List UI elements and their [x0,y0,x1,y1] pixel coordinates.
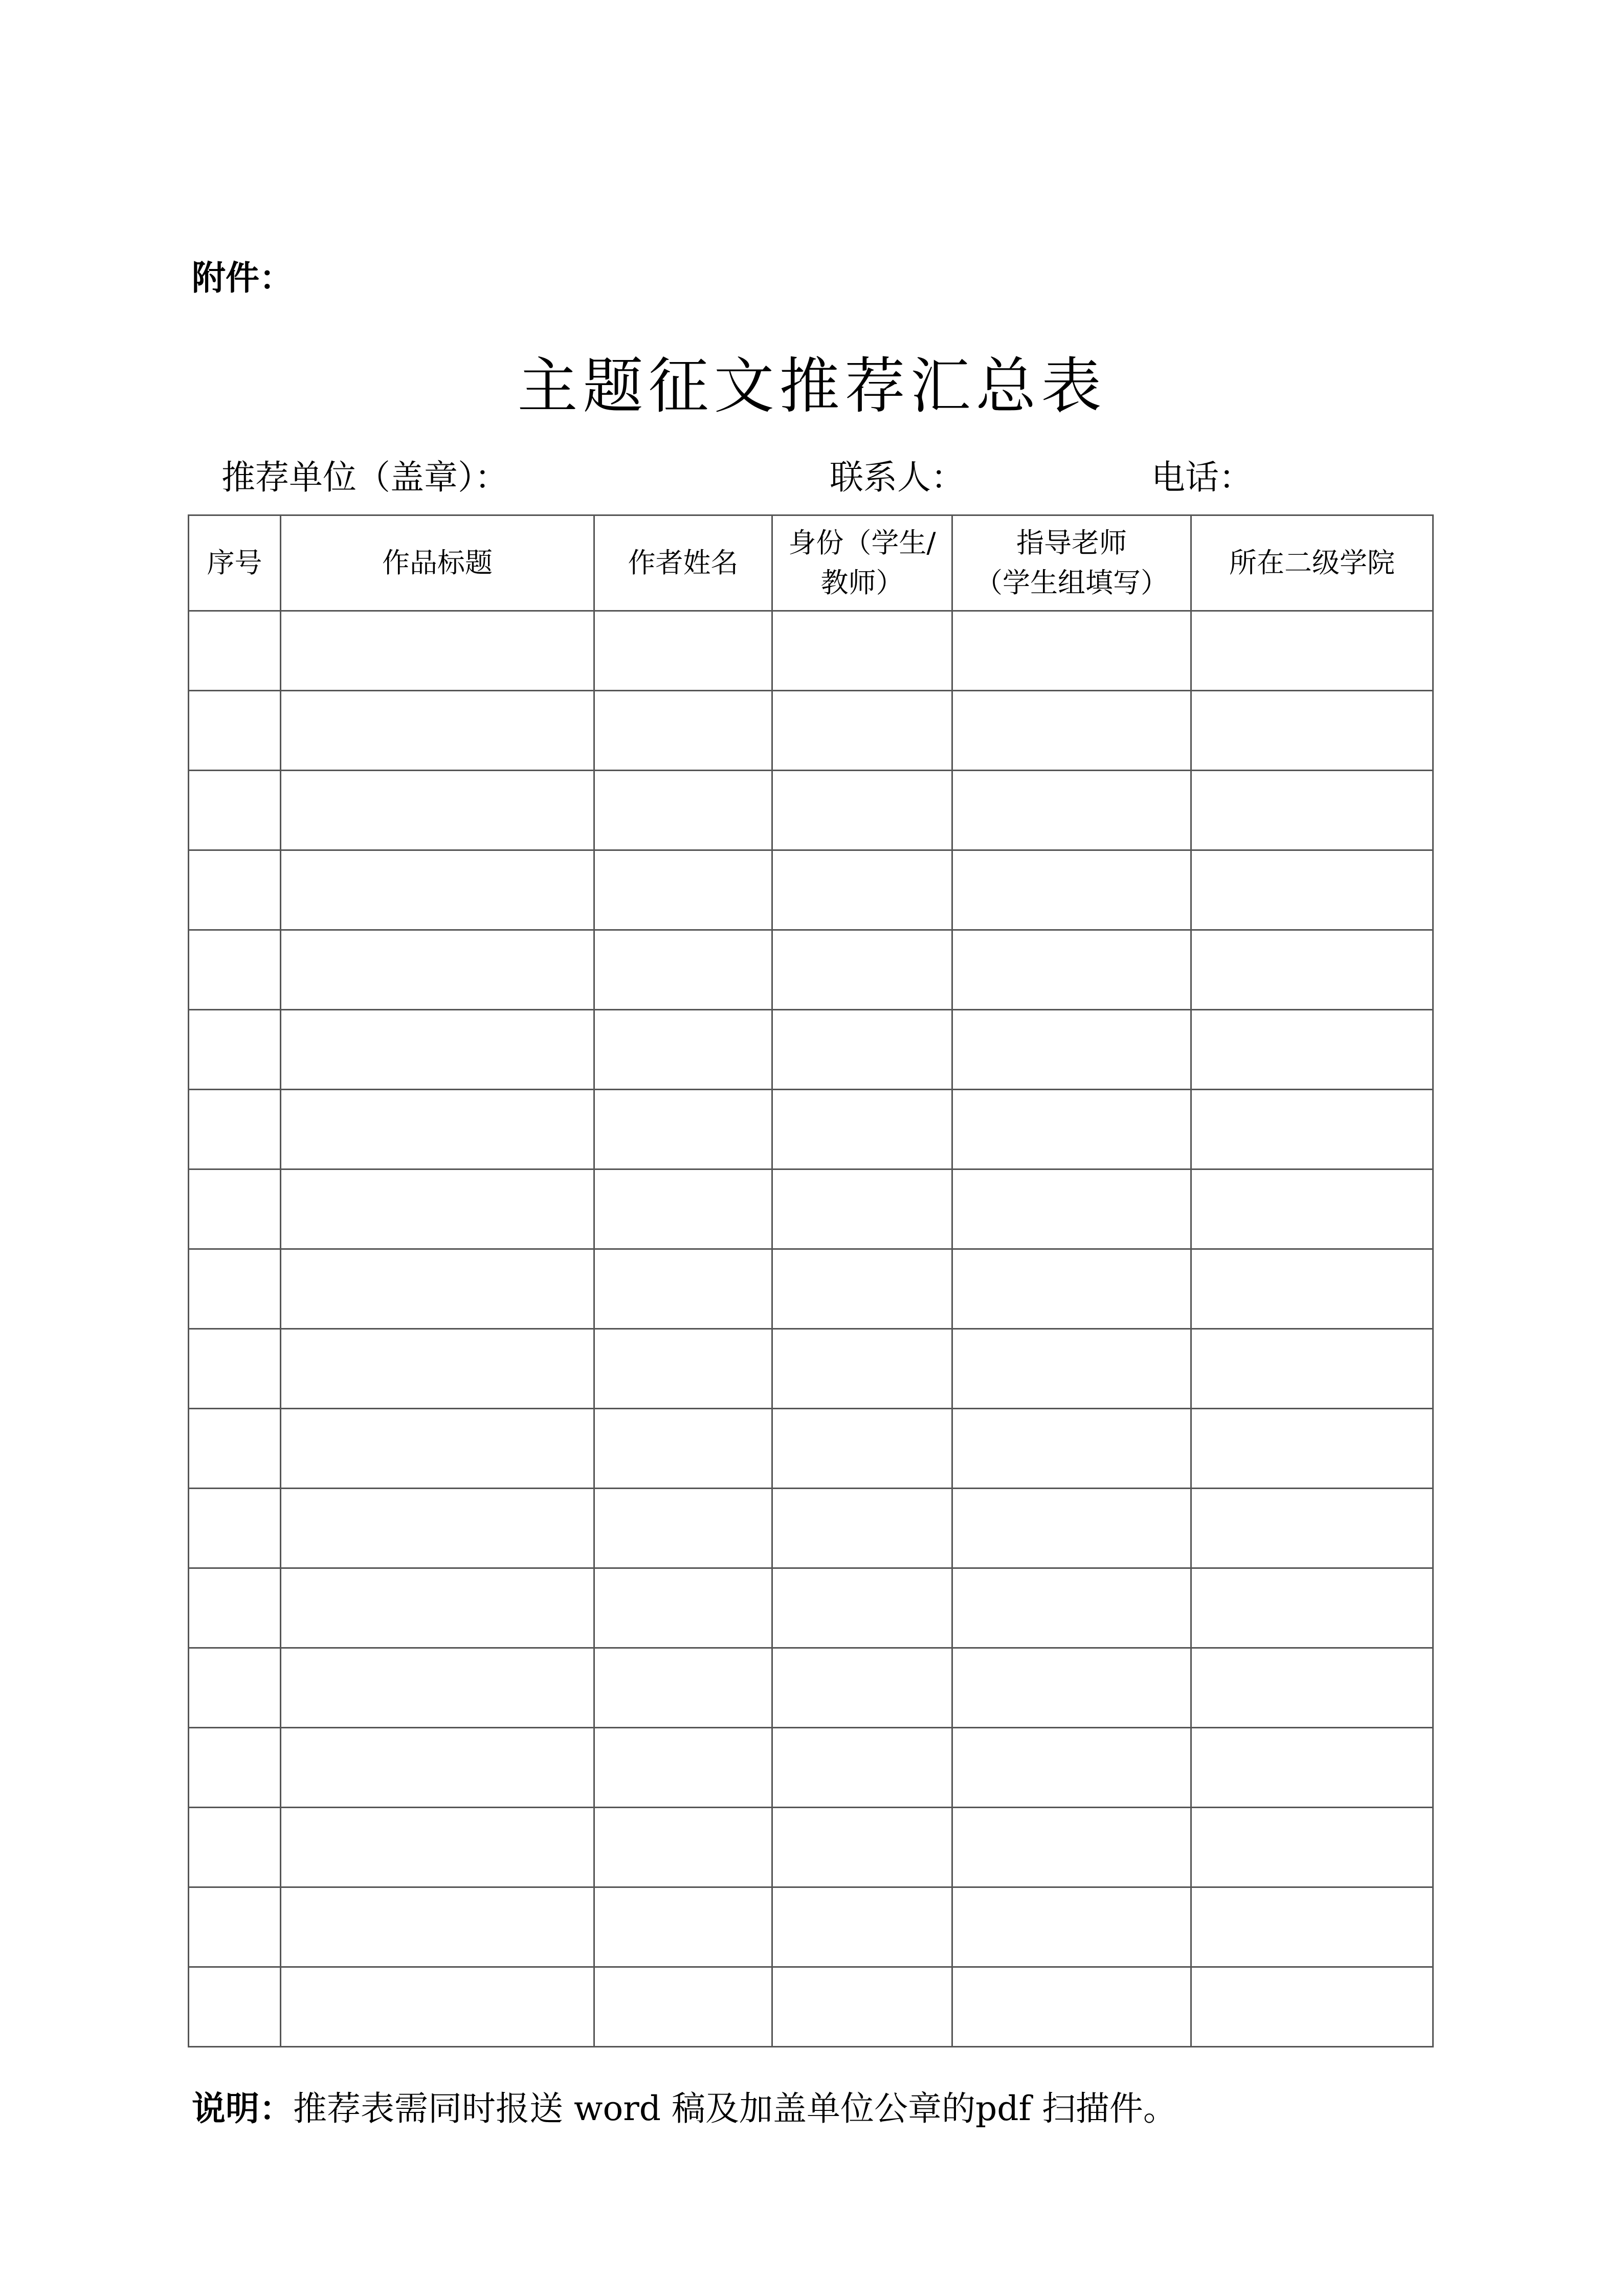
table-cell[interactable] [772,771,952,850]
table-cell[interactable] [594,1090,772,1169]
table-row [189,1090,1433,1169]
table-row [189,1409,1433,1489]
table-cell[interactable] [952,611,1191,691]
table-cell[interactable] [772,1568,952,1648]
table-cell[interactable] [952,1808,1191,1887]
table-cell[interactable] [594,1648,772,1728]
contact-person-label: 联系人： [830,458,965,497]
header-college: 所在二级学院 [1191,515,1433,611]
table-cell[interactable] [1191,1090,1433,1169]
table-cell[interactable] [189,1887,281,1967]
table-cell[interactable] [952,691,1191,771]
table-cell[interactable] [594,1967,772,2047]
table-cell[interactable] [1191,1169,1433,1249]
table-cell[interactable] [1191,1489,1433,1568]
table-cell[interactable] [772,1409,952,1489]
table-cell[interactable] [189,771,281,850]
table-cell[interactable] [772,1090,952,1169]
table-cell[interactable] [281,1409,594,1489]
table-cell[interactable] [281,1249,594,1329]
table-cell[interactable] [772,1887,952,1967]
table-cell[interactable] [594,1249,772,1329]
note [192,2081,1177,2130]
table-cell[interactable] [772,1489,952,1568]
table-cell[interactable] [952,1648,1191,1728]
table-cell[interactable] [1191,1568,1433,1648]
table-cell[interactable] [952,1090,1191,1169]
table-cell[interactable] [594,1329,772,1409]
table-header-row [189,515,1433,611]
table-cell[interactable] [189,850,281,930]
table-cell[interactable] [189,1648,281,1728]
table-row [189,1329,1433,1409]
table-cell[interactable] [594,1808,772,1887]
table-row [189,1568,1433,1648]
table-cell[interactable] [281,611,594,691]
table-cell[interactable] [281,1329,594,1409]
table-cell[interactable] [952,1249,1191,1329]
table-row [189,930,1433,1010]
table-cell[interactable] [952,1329,1191,1409]
table-cell[interactable] [1191,611,1433,691]
table-cell[interactable] [1191,1409,1433,1489]
table-cell[interactable] [189,1409,281,1489]
table-cell[interactable] [772,1728,952,1808]
table-cell[interactable] [594,1409,772,1489]
table-row [189,850,1433,930]
table-cell[interactable] [952,1728,1191,1808]
table-cell[interactable] [1191,850,1433,930]
table-row [189,611,1433,691]
table-cell[interactable] [594,930,772,1010]
table-cell[interactable] [1191,771,1433,850]
table-cell[interactable] [189,930,281,1010]
table-cell[interactable] [952,1489,1191,1568]
recommending-unit-label: 推荐单位（盖章）： [221,458,508,497]
table-cell[interactable] [952,771,1191,850]
table-cell[interactable] [594,1169,772,1249]
table-row [189,1648,1433,1728]
table-cell[interactable] [772,1967,952,2047]
table-cell[interactable] [281,1648,594,1728]
table-row [189,1808,1433,1887]
table-cell[interactable] [189,1090,281,1169]
table-row [189,1010,1433,1090]
table-cell[interactable] [772,1249,952,1329]
table-row [189,1489,1433,1568]
table-cell[interactable] [281,1808,594,1887]
table-row [189,691,1433,771]
table-cell[interactable] [281,1887,594,1967]
table-cell[interactable] [594,691,772,771]
phone-label: 电话： [1151,458,1253,497]
table-cell[interactable] [772,611,952,691]
table-cell[interactable] [281,1967,594,2047]
table-cell[interactable] [594,1728,772,1808]
table-cell[interactable] [281,850,594,930]
table-cell[interactable] [189,1967,281,2047]
table-row [189,1887,1433,1967]
table-cell[interactable] [594,850,772,930]
header-work-title: 作品标题 [281,515,594,611]
table-cell[interactable] [1191,691,1433,771]
table-cell[interactable] [952,1409,1191,1489]
header-index: 序号 [189,515,281,611]
table-cell[interactable] [772,1010,952,1090]
table-cell[interactable] [281,1090,594,1169]
table-cell[interactable] [594,1489,772,1568]
table-cell[interactable] [1191,1249,1433,1329]
table-cell[interactable] [189,1249,281,1329]
table-cell[interactable] [189,1010,281,1090]
table-row [189,1728,1433,1808]
table-cell[interactable] [772,1808,952,1887]
table-cell[interactable] [281,1489,594,1568]
table-cell[interactable] [594,1010,772,1090]
table-cell[interactable] [1191,1728,1433,1808]
table-row [189,1169,1433,1249]
note-label: 说明： [192,2089,293,2128]
table-cell[interactable] [1191,1329,1433,1409]
attachment-label: 附件： [192,258,293,298]
table-cell[interactable] [281,930,594,1010]
table-cell[interactable] [594,1887,772,1967]
table-cell[interactable] [1191,1887,1433,1967]
page-title: 主题征文推荐汇总表 [517,351,1107,421]
table-cell[interactable] [594,771,772,850]
table-cell[interactable] [772,850,952,930]
table-cell[interactable] [189,1808,281,1887]
table-cell[interactable] [1191,1010,1433,1090]
table-cell[interactable] [1191,930,1433,1010]
table-cell[interactable] [1191,1967,1433,2047]
table-cell[interactable] [281,1568,594,1648]
table-cell[interactable] [1191,1808,1433,1887]
table-cell[interactable] [189,1568,281,1648]
table-cell[interactable] [952,1887,1191,1967]
table-cell[interactable] [952,1010,1191,1090]
table-cell[interactable] [1191,1648,1433,1728]
table-cell[interactable] [189,1169,281,1249]
table-cell[interactable] [952,1169,1191,1249]
table-cell[interactable] [772,1169,952,1249]
table-cell[interactable] [189,1728,281,1808]
header-author-name: 作者姓名 [594,515,772,611]
table-cell[interactable] [952,850,1191,930]
summary-table [188,514,1434,2047]
table-cell[interactable] [281,771,594,850]
table-cell[interactable] [772,1329,952,1409]
table-cell[interactable] [189,1329,281,1409]
header-identity: 身份（学生/ 教师） [772,515,952,611]
table-cell[interactable] [772,691,952,771]
table-cell[interactable] [952,1967,1191,2047]
table-row [189,1249,1433,1329]
table-cell[interactable] [594,1568,772,1648]
table-cell[interactable] [281,1010,594,1090]
table-cell[interactable] [189,611,281,691]
table-cell[interactable] [594,611,772,691]
table-cell[interactable] [281,1169,594,1249]
table-cell[interactable] [281,1728,594,1808]
table-cell[interactable] [772,930,952,1010]
header-advisor: 指导老师 （学生组填写） [952,515,1191,611]
note-text: 推荐表需同时报送 word 稿及加盖单位公章的pdf 扫描件。 [293,2089,1177,2128]
table-cell[interactable] [952,1568,1191,1648]
table-cell[interactable] [189,691,281,771]
table-row [189,1967,1433,2047]
table-cell[interactable] [952,930,1191,1010]
table-cell[interactable] [281,691,594,771]
table-cell[interactable] [772,1648,952,1728]
table-cell[interactable] [189,1489,281,1568]
table-row [189,771,1433,850]
